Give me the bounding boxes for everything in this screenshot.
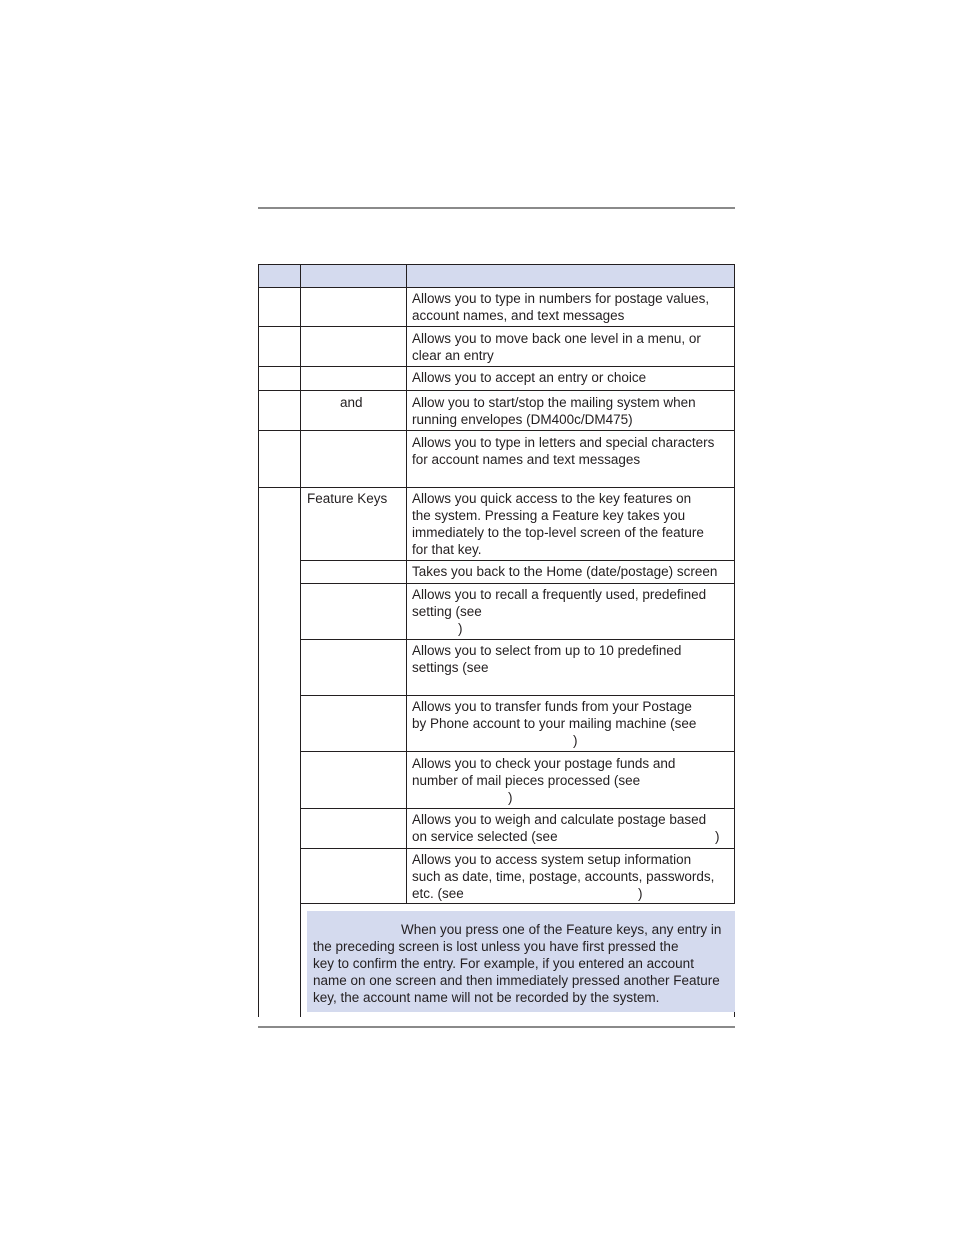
bottom-rule <box>258 1026 735 1028</box>
row-description: Allows you to transfer funds from your Postage by Phone account to your mailing machine (see ) <box>412 699 697 748</box>
row-description: Allows you to weigh and calculate postage based on service selected (see ) <box>412 812 720 844</box>
row-divider <box>258 390 735 391</box>
row-divider <box>258 430 735 431</box>
row-divider <box>300 848 735 849</box>
keys-table <box>258 264 735 1017</box>
row-description: Allows you to type in numbers for postage values, account names, and text messages <box>412 291 710 323</box>
row-divider <box>300 560 735 561</box>
row-description: Allows you to recall a frequently used, predefined setting (see ) <box>412 587 707 636</box>
row-divider <box>258 366 735 367</box>
row-description: Allows you to type in letters and special characters for account names and text messages <box>412 435 715 467</box>
row-description: Allows you to check your postage funds and number of mail pieces processed (see ) <box>412 756 676 805</box>
row-label: and <box>340 395 363 410</box>
note-text: When you press one of the Feature keys, any entry in the preceding screen is lost unless you have first pressed the key to confirm the entry. For example, if you entered an account name on one screen and then immediately pressed another Feature key, the account name will not be recorded by the system. <box>313 922 722 1005</box>
row-label: Feature Keys <box>307 491 388 506</box>
row-description: Allow you to start/stop the mailing system when running envelopes (DM400c/DM475) <box>412 395 696 427</box>
row-description: Allows you to select from up to 10 predefined settings (see <box>412 643 682 675</box>
row-divider <box>300 639 735 640</box>
row-description: Allows you to access system setup information such as date, time, postage, accounts, passwords, etc. (see ) <box>412 852 715 901</box>
table-border-left <box>258 264 259 1017</box>
top-rule <box>258 207 735 209</box>
row-description: Allows you to accept an entry or choice <box>412 370 647 385</box>
row-divider <box>300 695 735 696</box>
row-divider <box>300 808 735 809</box>
row-divider <box>258 487 735 488</box>
table-header <box>258 264 735 288</box>
row-divider <box>300 751 735 752</box>
row-description: Allows you quick access to the key features on the system. Pressing a Feature key takes you immediately to the top-level screen of the feature for that key. <box>412 491 704 557</box>
row-divider <box>300 903 735 904</box>
note-box <box>307 911 735 1012</box>
row-description: Takes you back to the Home (date/postage) screen <box>412 564 718 579</box>
column-divider <box>300 264 301 1017</box>
row-description: Allows you to move back one level in a menu, or clear an entry <box>412 331 701 363</box>
row-divider <box>300 583 735 584</box>
row-divider <box>258 326 735 327</box>
